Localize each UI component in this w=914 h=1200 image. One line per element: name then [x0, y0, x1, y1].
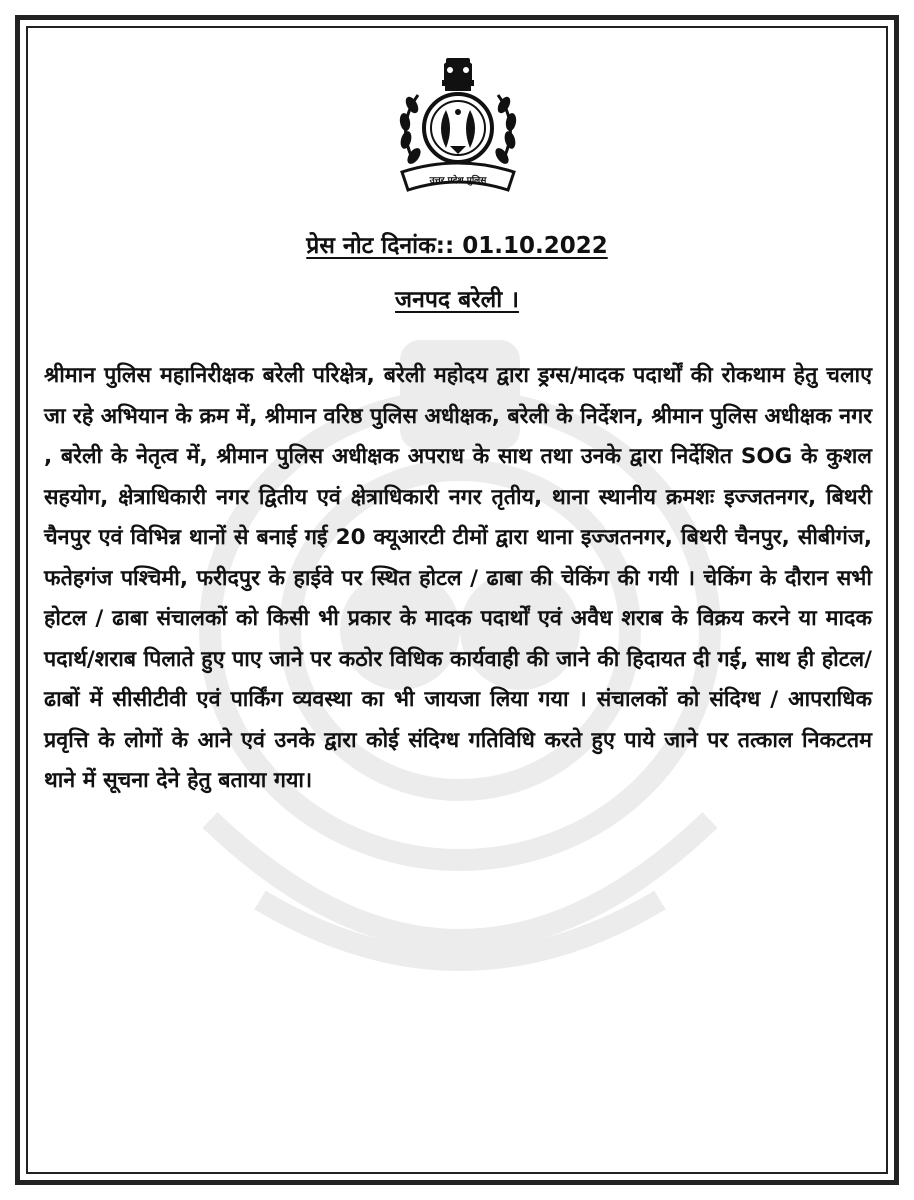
- district-title: जनपद बरेली ।: [395, 287, 519, 313]
- up-police-emblem-icon: [388, 50, 528, 200]
- press-note-title: प्रेस नोट दिनांक:: 01.10.2022: [306, 233, 608, 259]
- emblem-scroll-text: उत्तर प्रदेश पुलिस: [429, 176, 487, 186]
- press-note-body: श्रीमान पुलिस महानिरीक्षक बरेली परिक्षेत्र, बरेली महोदय द्वारा ड्रग्स/मादक पदार्थों की रोकथाम हेतु चलाए जा रहे अभियान के क्रम में, श्रीमान वरिष्ठ पुलिस अधीक्षक, बरेली के निर्देशन, श्रीमान पुलिस अधीक्षक नगर , बरेली के नेतृत्व में, श्रीमान पुलिस अधीक्षक अपराध के साथ तथा उनके द्वारा निर्देशित SOG के कुशल सहयोग, क्षेत्राधिकारी नगर द्वितीय एवं क्षेत्राधिकारी नगर तृतीय, थाना स्थानीय क्रमशः इज्जतनगर, बिथरी चैनपुर एवं विभिन्न थानों से बनाई गई 20 क्यूआरटी टीमों द्वारा थाना इज्जतनगर, बिथरी चैनपुर, सीबीगंज, फतेहगंज पश्चिमी, फरीदपुर के हाईवे पर स्थित होटल / ढाबा की चेकिंग की गयी । चेकिंग के दौरान सभी होटल / ढाबा संचालकों को किसी भी प्रकार के मादक पदार्थों एवं अवैध शराब के विक्रय करने या मादक पदार्थ/शराब पिलाते हुए पाए जाने पर कठोर विधिक कार्यवाही की जाने की हिदायत दी गई, साथ ही होटल/ढाबों में सीसीटीवी एवं पार्किंग व्यवस्था का भी जायजा लिया गया । संचालकों को संदिग्ध / आपराधिक प्रवृत्ति के लोगों के आने एवं उनके द्वारा कोई संदिग्ध गतिविधि करते हुए पाये जाने पर तत्काल निकटतम थाने में सूचना देने हेतु बताया गया।: [44, 363, 872, 793]
